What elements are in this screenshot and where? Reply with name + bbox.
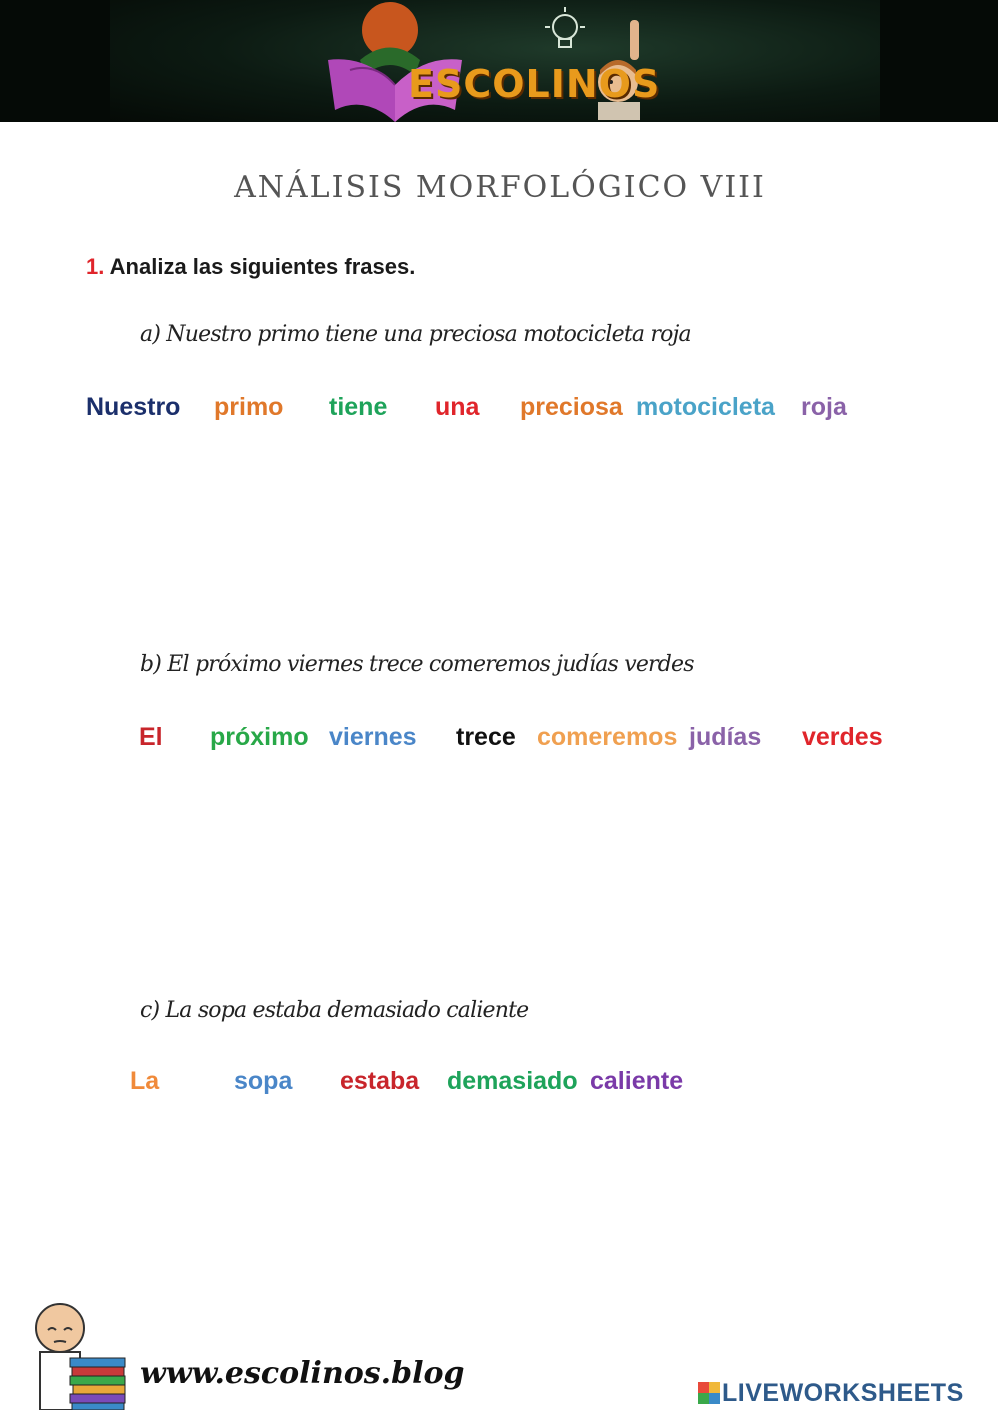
word-draggable[interactable]: trece (456, 723, 516, 751)
sentence-b-label: b) El próximo viernes trece comeremos judías verdes (140, 652, 694, 677)
word-draggable[interactable]: tiene (329, 393, 388, 421)
word-draggable[interactable]: primo (214, 393, 284, 421)
word-draggable[interactable]: sopa (234, 1067, 293, 1095)
header-banner (0, 0, 998, 122)
sentence-c-label: c) La sopa estaba demasiado caliente (140, 998, 529, 1023)
word-draggable[interactable]: Nuestro (86, 393, 181, 421)
word-draggable[interactable]: comeremos (537, 723, 678, 751)
footer-website: www.escolinos.blog (140, 1356, 465, 1391)
instruction (86, 254, 415, 280)
word-draggable[interactable]: roja (801, 393, 847, 421)
word-draggable[interactable]: una (435, 393, 480, 421)
page-title: ANÁLISIS MORFOLÓGICO VIII (234, 170, 766, 205)
word-draggable[interactable]: próximo (210, 723, 309, 751)
escolinos-logo (320, 0, 660, 122)
word-draggable[interactable]: El (139, 723, 163, 751)
sentence-a-label: a) Nuestro primo tiene una preciosa motocicleta roja (140, 322, 691, 347)
instruction-number: 1. (86, 254, 105, 279)
word-draggable[interactable]: motocicleta (636, 393, 775, 421)
word-draggable[interactable]: judías (689, 723, 762, 751)
word-draggable[interactable]: caliente (590, 1067, 684, 1095)
word-draggable[interactable]: estaba (340, 1067, 420, 1095)
instruction-text: Analiza las siguientes frases. (109, 254, 416, 279)
liveworksheets-text: LIVEWORKSHEETS (722, 1378, 964, 1407)
word-draggable[interactable]: preciosa (520, 393, 623, 421)
liveworksheets-brand (698, 1378, 964, 1408)
teacher-with-books-illustration (30, 1300, 130, 1410)
word-draggable[interactable]: viernes (329, 723, 417, 751)
liveworksheets-logo-icon (698, 1382, 720, 1404)
word-draggable[interactable]: verdes (802, 723, 883, 751)
word-draggable[interactable]: demasiado (447, 1067, 578, 1095)
logo-text: ESCOLINOS (408, 62, 661, 106)
word-draggable[interactable]: La (130, 1067, 160, 1095)
